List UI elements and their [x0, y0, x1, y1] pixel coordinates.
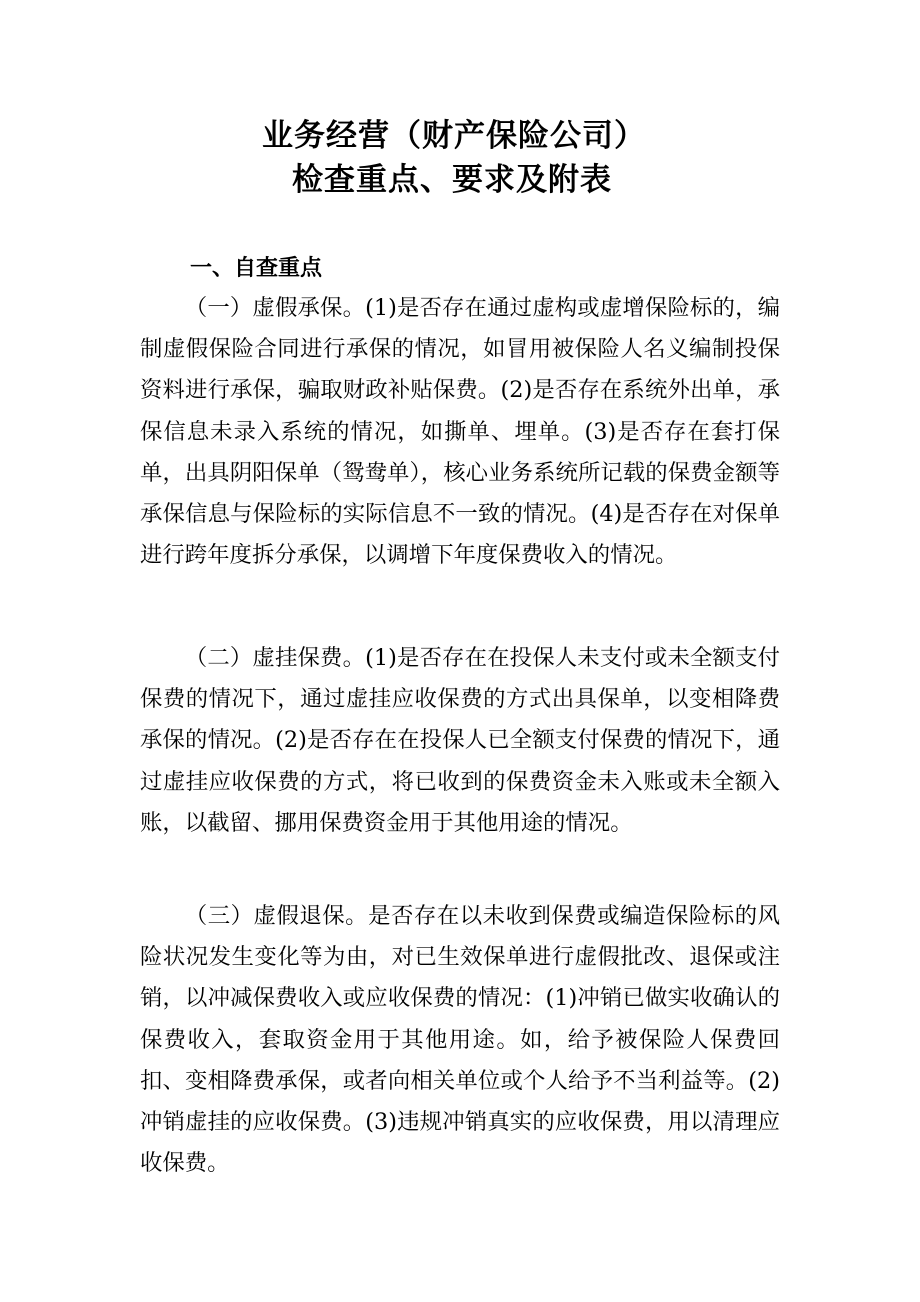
document-title-line-2: 检查重点、要求及附表 [292, 162, 612, 198]
paragraph-false-surrender: （三）虚假退保。是否存在以未收到保费或编造保险标的风险状况发生变化等为由，对已生效保单进行虚假批改、退保或注销，以冲减保费收入或应收保费的情况：(1)冲销已做实收确认的保费收入，套取资金用于其他用途。如，给予被保险人保费回扣、变相降费承保，或者向相关单位或个人给予不当利益等。(2)冲销虚挂的应收保费。(3)违规冲销真实的应收保费，用以清理应收保费。 [140, 903, 780, 1177]
document-title-line-1: 业务经营（财产保险公司） [262, 118, 646, 154]
paragraph-false-underwriting: （一）虚假承保。(1)是否存在通过虚构或虚增保险标的，编制虚假保险合同进行承保的情况，如冒用被保险人名义编制投保资料进行承保，骗取财政补贴保费。(2)是否存在系统外出单，承保信息未录入系统的情况，如撕单、埋单。(3)是否存在套打保单，出具阴阳保单（鸳鸯单），核心业务系统所记载的保费金额等承保信息与保险标的实际信息不一致的情况。(4)是否存在对保单进行跨年度拆分承保，以调增下年度保费收入的情况。 [140, 295, 780, 569]
section-heading: 一、自查重点 [190, 256, 323, 281]
paragraph-fictitious-premiums: （二）虚挂保费。(1)是否存在在投保人未支付或未全额支付保费的情况下，通过虚挂应收保费的方式出具保单，以变相降费承保的情况。(2)是否存在在投保人已全额支付保费的情况下，通过虚挂应收保费的方式，将已收到的保费资金未入账或未全额入账，以截留、挪用保费资金用于其他用途的情况。 [140, 645, 780, 836]
